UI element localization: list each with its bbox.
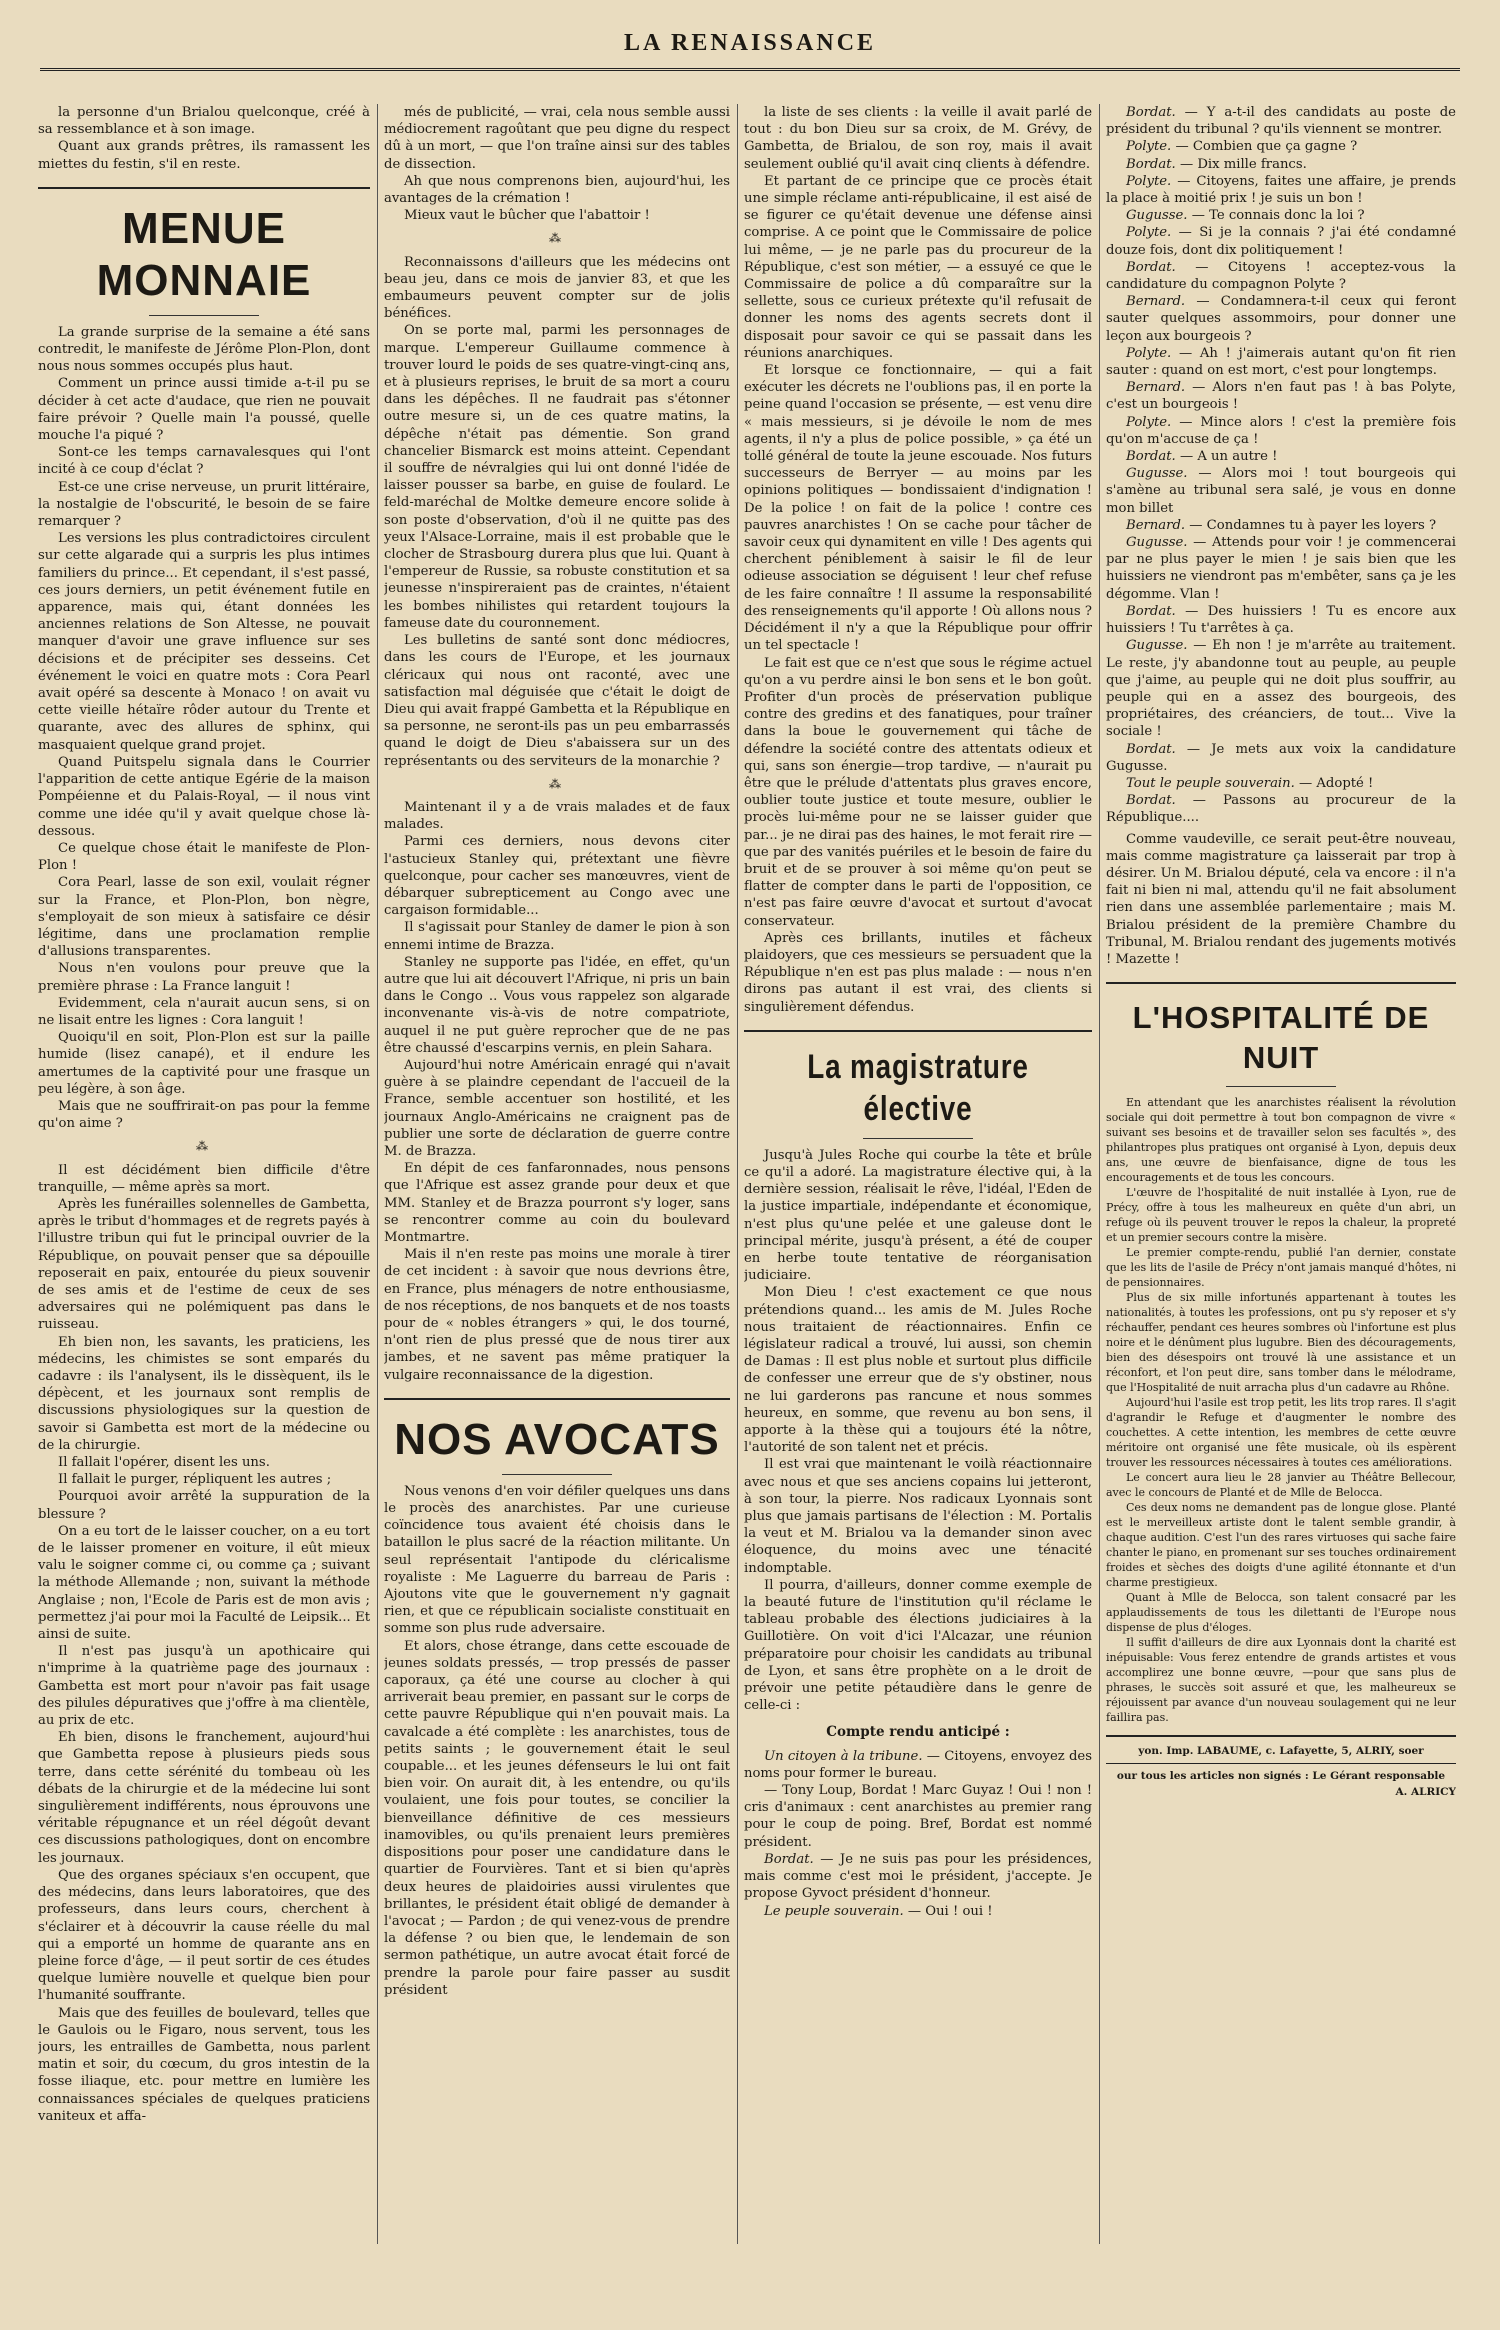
speaker: Gugusse. [1126,208,1192,224]
paragraph: On se porte mal, parmi les personnages de marque. L'empereur Guillaume commence à trouver lourd le poids de ses quatre-vingt-cinq ans, et à plusieurs reprises, le bruit de sa mort a couru dans les dépêches. Il ne faudrait pas s'étonner outre mesure si, un de ces quatre matins, la dépêche n'était pas démentie. Son grand chancelier Bismarck est moins atteint. Cependant il souffre de névralgies qui lui ont donné l'idée de laisser pousser sa barbe, en guise de foulard. Le feld-maréchal de Moltke demeure encore solide à son poste d'observation, d'où il ne quitte pas des yeux l'Alsace-Lorraine, mais il est probable que le clocher de Strasbourg durera plus que lui. Quant à l'empereur de Russie, sa robuste constitution et sa jeunesse n'inspireraient pas de craintes, n'étaient les bombes nihilistes qui retardent toujours la fameuse date du couronnement. [384,323,730,631]
column-divider [377,104,378,2244]
gerant-name: A. ALRICY [1395,1786,1456,1799]
speaker: Bordat. [1126,156,1180,172]
dialogue-line [1106,603,1456,637]
paragraph: Comment un prince aussi timide a-t-il pu se décider à cet acte d'audace, que rien ne pouvait faire prévoir ? Quelle main l'a poussé, quelle mouche l'a piqué ? [38,376,370,444]
subheading: Compte rendu anticipé : [826,1724,1010,1741]
speaker: Bordat. [1126,259,1196,275]
line-text: — Attends pour voir ! je commencerai par ne plus payer le mien ! je sais bien que les huissiers ne viendront pas m'embêter, sans ça je les dégomme. Vlan ! [1106,535,1456,602]
line-text: — Eh non ! je m'arrête au traitement. Le reste, j'y abandonne tout au peuple, au peuple que j'aime, au peuple qui ne doit plus souffrir, au peuple qui en a assez des bourgeois, des propriétaires, des créanciers, de tout... Vive la sociale ! [1106,638,1456,740]
section-rule [1106,1735,1456,1737]
column-2 [384,104,730,2244]
article-body [38,1162,370,2125]
speaker: Bernard. [1126,517,1190,533]
paragraph: Mieux vaut le bûcher que l'abattoir ! [404,208,650,224]
dialogue-line [1106,379,1456,413]
headline-magistrature-elective: La magistrature élective [807,1047,1029,1128]
dialogue-line [1106,104,1456,138]
paragraph: Eh bien non, les savants, les praticiens, les médecins, les chimistes se sont emparés du cadavre : ils l'analysent, ils le dissèquent, ils le dépècent, et les journaux sont remplis de discussions physiologiques sur la question de savoir si Gambetta est mort de la médecine ou de la chirurgie. [38,1334,370,1453]
paragraph: Il fallait le purger, répliquent les autres ; [58,1472,332,1488]
paragraph: Les bulletins de santé sont donc médiocres, dans les cours de l'Europe, et les journaux cléricaux qui nous ont raconté, avec une satisfaction mal déguisée que c'était le doigt de Dieu qui avait frappé Gambetta et la République en sa personne, ne seront-ils pas un peu embarrassés quand le doigt de Dieu s'abaissera sur un des représentants ou des serviteurs de la monarchie ? [384,633,730,769]
paragraph: Ah que nous comprenons bien, aujourd'hui, les avantages de la crémation ! [384,173,730,207]
line-text: — Si je la connais ? j'ai été condamné douze fois, dont dix politiquement ! [1106,225,1456,258]
paragraph: Il suffit d'ailleurs de dire aux Lyonnais dont la charité est inépuisable: Vous ferez entendre de grands artistes et vous accomplirez une bonne œuvre, —pour que sans plus de phrases, le succès soit assuré et que, les malheureux se réjouissent par avance d'un nouveau soulagement qui ne leur faillira pas. [1106,1636,1456,1725]
dialogue-line [744,1782,1092,1851]
closing-paragraph: Comme vaudeville, ce serait peut-être nouveau, mais comme magistrature ça laisserait par trop à désirer. Un M. Brialou député, cela va encore : il n'a fait ni bien ni mal, attendu qu'il ne fait absolument rien dans une assemblée parlementaire ; mais M. Brialou président de la première Chambre du Tribunal, M. Brialou rendant des jugements motivés ! Mazette ! [1106,831,1456,967]
line-text: — Ah ! j'aimerais autant qu'on fit rien sauter : quand on est mort, c'est pour longtemps. [1106,345,1456,379]
speaker: Le peuple souverain. [764,1903,908,1919]
article-body [384,104,730,224]
line-text: — Citoyens ! acceptez-vous la candidature du compagnon Polyte ? [1106,259,1456,293]
dialogue-line [744,1851,1092,1903]
paragraph: Et partant de ce principe que ce procès était une simple réclame anti-républicaine, il est aisé de se figurer ce qu'était devenue une défense ainsi comprise. A ce point que le Commissaire de police lui même, — je ne parle pas du procureur de la République, c'est son métier, — a essuyé ce que le Commissaire de police a dû comparaître sur la sellette, sous ce curieux prétexte qu'il refusait de donner les noms des agents secrets dont il disposait pour savoir ce qui se passait dans les réunions anarchiques. [744,173,1092,361]
line-text: — Oui ! oui ! [907,1903,993,1919]
paragraph: la personne d'un Brialou quelconque, créé à sa ressemblance et à son image. [38,105,370,138]
headline-rule [149,315,259,316]
dialogue-line [1106,259,1456,293]
dialogue-line [1106,637,1456,740]
speaker: Bernard. [1126,294,1197,310]
line-text: — Combien que ça gagne ? [1175,139,1358,155]
masthead [40,30,1460,70]
paragraph: Eh bien, disons le franchement, aujourd'hui que Gambetta repose à plusieurs pieds sous terre, dans cette sérénité du tombeau où les débats de la chirurgie et de la médecine lui sont singulièrement indifférents, nous éprouvons une véritable répugnance et un réel dégoût devant ces discussions pathologiques, dont on encombre les journaux. [38,1730,370,1866]
paragraph: Nous venons d'en voir défiler quelques uns dans le procès des anarchistes. Par une curieuse coïncidence tous avaient été choisis dans le bataillon le plus sacré de la réaction militante. Un seul représentait l'antipode du cléricalisme royaliste : Me Laguerre du barreau de Paris : Ajoutons vite que le gouvernement n'y gagnait rien, et que ce républicain socialiste constituait en somme son plus rude adversaire. [384,1483,730,1637]
dialogue-line [1106,792,1456,826]
dialogue-line [1106,465,1456,517]
paragraph: Aujourd'hui l'asile est trop petit, les lits trop rares. Il s'agit d'agrandir le Refuge et d'augmenter le nombre des couchettes. A cette intention, les membres de cette œuvre méritoire ont organisé une fête musicale, où ils espèrent trouver les ressources nécessaires à toutes ces améliorations. [1106,1396,1456,1470]
dialogue [744,1748,1092,1920]
article-body [384,1483,730,1999]
dialogue-line [1106,156,1456,173]
line-text: — Alors n'en faut pas ! à bas Polyte, c'est un bourgeois ! [1106,380,1456,413]
headline-rule [502,1474,612,1475]
paragraph: En attendant que les anarchistes réalisent la révolution sociale qui doit permettre à tout bon compagnon de vivre « suivant ses besoins et de travailler selon ses facultés », des philantropes plus pratiques ont organisé à Lyon, depuis deux ans, une œuvre de bienfaisance, digne de tous les encouragements et de tous les concours. [1106,1096,1456,1185]
dialogue-line [1106,345,1456,379]
dialogue-line [1106,534,1456,603]
paragraph: Plus de six mille infortunés appartenant à toutes les nationalités, à toutes les professions, ont pu s'y reposer et s'y réchauffer, pendant ces heures sombres où l'infortune est plus noire et le dénûment plus lugubre. Bien des découragements, bien des désespoirs ont trouvé là une assistance et un réconfort, et l'on peut dire, sans tomber dans le mélodrame, que l'Hospitalité de nuit arracha plus d'un cadavre au Rhône. [1106,1291,1456,1395]
article-body [384,799,730,1384]
column-1 [38,104,370,2244]
headline-hospitalite-de-nuit: L'HOSPITALITÉ DE NUIT [1132,1000,1430,1076]
paragraph: Le concert aura lieu le 28 janvier au Théâtre Bellecour, avec le concours de Planté et de Mlle de Belocca. [1106,1471,1456,1500]
speaker: Bordat. [1126,741,1187,757]
dialogue-line [1106,173,1456,207]
paragraph: més de publicité, — vrai, cela nous semble aussi médiocrement ragoûtant que peu digne du respect dû à un mort, — que l'on traîne ainsi sur des tables de dissection. [384,105,730,172]
section-rule [38,187,370,189]
line-text: — Adopté ! [1299,775,1374,791]
line-text: — Citoyens, envoyez des noms pour former le bureau. [744,1748,1092,1781]
paragraph: Quand Puitspelu signala dans le Courrier l'apparition de cette antique Egérie de la maison Pompéienne et du Palais-Royal, — il nous vint comme une idée qu'il y avait quelque chose là-dessous. [38,754,370,839]
paragraph: Il pourra, d'ailleurs, donner comme exemple de la beauté future de l'institution qu'il réclame le tableau probable des élections judiciaires à la Guillotière. On voit d'ici l'Alcazar, une réunion préparatoire pour choisir les candidats au tribunal de Lyon, et sans être prophète on a le droit de prévoir une petite pétaudière dans le genre de celle-ci : [744,1577,1092,1714]
paragraph: Maintenant il y a de vrais malades et de faux malades. [384,799,730,833]
dialogue-line [1106,414,1456,448]
article-body [384,254,730,770]
paragraph: Il s'agissait pour Stanley de damer le pion à son ennemi intime de Brazza. [384,920,730,953]
paragraph: Le fait est que ce n'est que sous le régime actuel qu'on a vu perdre ainsi le bon sens et le bon goût. Profiter d'un procès de préservation publique contre des gredins et des fanatiques, pour traîner dans la boue le gouvernement qui tâche de défendre la société contre des attentats odieux et qui, sans son énergie—trop tardive, — n'aurait pu être que le prélude d'attentats plus graves encore, oublier toute justice et toute mesure, oublier le procès lui-même pour ne se laisser guider que par... je ne dirai pas des haines, le mot ferait rire — que par des vanités puériles et le besoin de faire du bruit et de se prouver à soi même qu'on peut se flatter de compter dans le parti de l'opposition, ce n'est pas faire œuvre d'avocat et surtout d'avocat conservateur. [744,655,1092,929]
dialogue-line [1106,138,1456,155]
paragraph: Ce quelque chose était le manifeste de Plon-Plon ! [38,840,370,874]
column-3 [744,104,1092,2244]
paragraph: Le premier compte-rendu, publié l'an dernier, constate que les lits de l'asile de Précy n'ont jamais manqué d'hôtes, ni de pensionnaires. [1106,1246,1456,1290]
speaker: Polyte. [1126,139,1176,155]
line-text: — Tony Loup, Bordat ! Marc Guyaz ! Oui ! non ! cris d'animaux : cent anarchistes au premier rang pour le coup de poing. Bref, Bordat est nommé président. [744,1783,1092,1850]
paragraph: Cora Pearl, lasse de son exil, voulait régner sur la France, et Plon-Plon, bon nègre, s'employait de son mieux à satisfaire ce désir légitime, dans une proclamation remplie d'allusions transparentes. [38,875,370,960]
paragraph: Stanley ne supporte pas l'idée, en effet, qu'un autre que lui ait découvert l'Afrique, ni pris un bain dans le Congo .. Vous vous rappelez son algarade inconvenante vis-à-vis de notre compatriote, auquel il ne put guère reprocher que de ne pas être chaussé d'escarpins vernis, en plein Sahara. [384,954,730,1056]
dialogue-line [744,1748,1092,1782]
paragraph: Et alors, chose étrange, dans cette escouade de jeunes soldats pressés, — trop pressés de passer caporaux, ça été une course au clocher à qui arriverait beau premier, en passant sur le corps de cette pauvre République qui n'en pouvait mais. La cavalcade a été complète : les anarchistes, tous de petits saints ; le gouvernement était le seul coupable... et les jeunes défenseurs le lui ont fait bien voir. On aurait dit, à les entendre, ou qu'ils voulaient, une fois pour toutes, se concilier la bienveillance définitive de ces messieurs inamovibles, ou qu'ils prenaient leurs premières dispositions pour poser une candidature dans le quartier de Fourvières. Tant et si bien qu'après deux heures de plaidoiries aussi virulentes que brillantes, le président était obligé de demander à l'avocat ; — Pardon ; de qui venez-vous de prendre la défense ? ou bien que, le lendemain de son sermon pathétique, un autre avocat était forcé de prendre la parole pour faire passer au susdit président [384,1638,730,1998]
dialogue-line [1106,448,1456,465]
speaker: Bordat. [1126,449,1180,465]
printer-imprint: yon. Imp. LABAUME, c. Lafayette, 5, ALRIY, soer [1138,1745,1424,1758]
paragraph: Parmi ces derniers, nous devons citer l'astucieux Stanley qui, prétextant une fièvre quelconque, pour cacher ses manœuvres, vient de débarquer subrepticement au Congo avec une cargaison formidable... [384,834,730,919]
asterism: ⁂ [196,1139,212,1154]
paragraph: Aujourd'hui notre Américain enragé qui n'avait guère à se plaindre cependant de l'accueil de la France, semble accentuer son hostilité, et les journaux Anglo-Américains ne craignent pas de publier une sorte de déclaration de guerre contre M. de Brazza. [384,1057,730,1159]
paragraph: Il est vrai que maintenant le voilà réactionnaire avec nous et que ses anciens copains lui jetteront, à son tour, la pierre. Nos radicaux Lyonnais sont plus que jamais partisans de l'élection : M. Portalis la veut et M. Brialou va la demander sinon avec éloquence, du moins avec une ténacité indomptable. [744,1457,1092,1576]
line-text: — Je mets aux voix la candidature Gugusse. [1106,741,1456,774]
section-rule [384,1398,730,1400]
article-body [744,1147,1092,1715]
asterism: ⁂ [549,231,565,246]
paragraph: Quoiqu'il en soit, Plon-Plon est sur la paille humide (lisez canapé), et il endure les amertumes de la captivité pour une frasque un peu légère, à son âge. [38,1030,370,1097]
line-text: — Dix mille francs. [1179,156,1307,172]
paragraph: Pourquoi avoir arrêté la suppuration de la blessure ? [38,1489,370,1522]
section-rule [1106,1763,1456,1764]
paragraph: Après les funérailles solennelles de Gambetta, après le tribut d'hommages et de regrets payés à l'illustre tribun qui fut le principal ouvrier de la République, on pouvait penser que sa dépouille reposerait en paix, entourée du pieux souvenir de ses amis et de l'estime de ceux de ses adversaires qui ne polémiquent pas dans le ruisseau. [38,1196,370,1333]
paragraph: Mon Dieu ! c'est exactement ce que nous prétendions quand... les amis de M. Jules Roche nous traitaient de réactionnaires. Enfin ce législateur radical a trouvé, lui aussi, son chemin de Damas : Il est plus noble et surtout plus difficile de confesser une erreur que de s'y obstiner, nous ne lui garderons pas rancune et nous sommes heureux, en somme, que revenu au bon sens, il apporte à la thèse qui a toujours été la nôtre, l'autorité de son talent net et précis. [744,1285,1092,1456]
line-text: — Y a-t-il des candidats au poste de président du tribunal ? qu'ils viennent se montrer. [1106,105,1456,138]
line-text: — Alors moi ! tout bourgeois qui s'amène au tribunal sera salé, je vous en donne mon billet [1106,466,1456,516]
paragraph: En dépit de ces fanfaronnades, nous pensons que l'Afrique est assez grande pour deux et que MM. Stanley et de Brazza pourront s'y loger, sans se rencontrer comme au coin du boulevard Montmartre. [384,1161,730,1245]
headline-rule [863,1138,973,1139]
paragraph: Ces deux noms ne demandent pas de longue glose. Planté est le merveilleux artiste dont le talent semble grandir, à chaque audition. C'est l'un des rares virtuoses qui sache faire chanter le piano, en promenant sur ses touches ordinairement froides et sèches des doigts d'une agilité étonnante et d'un charme prestigieux. [1106,1501,1456,1590]
article-body [744,104,1092,1016]
paragraph: Il est décidément bien difficile d'être tranquille, — même après sa mort. [38,1162,370,1195]
paragraph: la liste de ses clients : la veille il avait parlé de tout : du bon Dieu sur sa croix, de M. Grévy, de Gambetta, de Brialou, de son roy, mais il avait seulement oublié qu'il avait cinq clients à défendre. [744,105,1092,172]
dialogue-line [1106,741,1456,775]
headline-menue-monnaie: MENUE MONNAIE [96,203,312,305]
line-text: — Passons au procureur de la République.... [1106,793,1456,826]
speaker: Bordat. [1126,105,1185,120]
headline-rule [1226,1086,1336,1087]
line-text: — Je ne suis pas pour les présidences, mais comme c'est moi le président, j'accepte. Je propose Gyvoct président d'honneur. [744,1851,1092,1902]
column-divider [737,104,738,2244]
newspaper-title: LA RENAISSANCE [623,30,877,56]
paragraph: Les versions les plus contradictoires circulent sur cette algarade qui a surpris les plus intimes familiers du prince... Et cependant, il s'est passé, ces jours derniers, un petit événement futile en apparence, mais qui, étant données les anciennes relations de Son Altesse, ne pouvait manquer d'avoir une grave influence sur ses décisions et de précipiter ses desseins. Cet événement le voici en quatre mots : Cora Pearl avait opéré sa descente à Monaco ! on avait vu cette vieille hétaïre rôder autour du Trente et quarante, avec des allures de sphinx, qui masquaient quelque grand projet. [38,531,370,753]
section-rule [744,1030,1092,1032]
speaker: Polyte. [1126,225,1179,241]
paragraph: Evidemment, cela n'aurait aucun sens, si on ne lisait entre les lignes : Cora languit ! [38,995,370,1028]
paragraph: Quant aux grands prêtres, ils ramassent les miettes du festin, s'il en reste. [38,139,370,172]
dialogue-line [1106,517,1456,534]
dialogue-line [744,1903,1092,1920]
speaker: Un citoyen à la tribune. [764,1748,927,1764]
line-text: — Citoyens, faites une affaire, je prends la place à moitié prix ! je suis un bon ! [1106,173,1456,207]
speaker: Polyte. [1126,414,1180,430]
speaker: Bordat. [1126,603,1186,619]
paragraph: Et lorsque ce fonctionnaire, — qui a fait exécuter les décrets ne l'oublions pas, il en porte la peine quand l'occasion se présente, — est venu dire « mais messieurs, si je dévoile le nom de mes agents, il n'y a plus de police possible, » ça été un tollé général de toute la jeune escouade. Nos futurs successeurs de Berryer — au moins par les opinions politiques — bondissaient d'indignation ! De la police ! on fait de la police ! contre ces pauvres anarchistes ! On se cache pour tâcher de savoir ceux qui dynamitent en ville ! Des agents qui cherchent péniblement à saisir le fil de leur odieuse association se déguisent ! leur chef refuse de les faire connaître ! Il assume la responsabilité des renseignements qu'il apporte ! Où allons nous ? Décidément il n'y a que la République pour offrir un tel spectacle ! [744,363,1092,654]
line-text: — Condamnera-t-il ceux qui feront sauter quelques assommoirs, pour donner une leçon aux bourgeois ? [1106,294,1456,344]
masthead-rule [40,68,1460,71]
speaker: Bernard. [1126,380,1193,396]
paragraph: Que des organes spéciaux s'en occupent, que des médecins, dans leurs laboratoires, que des professeurs, dans leurs cours, cherchent à s'éclairer et à découvrir la cause réelle du mal qui a emporté un homme de quarante ans en pleine force d'âge, — il peut sortir de ces études quelque lumière nouvelle et quelque bien pour l'humanité souffrante. [38,1867,370,2004]
speaker: Gugusse. [1126,638,1194,654]
column-divider [1099,104,1100,2244]
paragraph: Mais que ne souffrirait-on pas pour la femme qu'on aime ? [38,1098,370,1132]
paragraph: Mais que des feuilles de boulevard, telles que le Gaulois ou le Figaro, nous servent, tous les jours, les entrailles de Gambetta, nous parlent matin et soir, du cœcum, du gros intestin de la fosse iliaque, etc. pour mettre en lumière les connaissances spéciales de quelques praticiens vaniteux et affa- [38,2005,370,2124]
paragraph: Mais il n'en reste pas moins une morale à tirer de cet incident : à savoir que nous devrions être, en France, plus ménagers de notre enthousiasme, de nos réceptions, de nos banquets et de nos toasts pour de « nobles étrangers » qui, le dos tourné, n'ont rien de plus pressé que de nous tirer aux jambes, et ne savent pas même pratiquer la vulgaire reconnaissance de la digestion. [384,1247,730,1383]
paragraph: Est-ce une crise nerveuse, un prurit littéraire, la nostalgie de l'obscurité, le besoin de se faire remarquer ? [38,479,370,530]
headline-nos-avocats: NOS AVOCATS [394,1414,720,1464]
paragraph: On a eu tort de le laisser coucher, on a eu tort de le laisser promener en voiture, il eût mieux valu le soigner comme ci, ou comme ça ; suivant la méthode Allemande ; non, suivant la méthode Anglaise ; non, l'Ecole de Paris est de mon avis ; permettez j'ai pour moi la Faculté de Leipsik... Et ainsi de suite. [38,1523,370,1643]
column-4 [1106,104,1456,2244]
paragraph: Sont-ce les temps carnavalesques qui l'ont incité à ce coup d'éclat ? [38,445,370,478]
line-text: — Condamnes tu à payer les loyers ? [1189,517,1437,533]
speaker: Bordat. [1126,793,1193,809]
paragraph: La grande surprise de la semaine a été sans contredit, le manifeste de Jérôme Plon-Plon, dont nous nous sommes occupés plus haut. [38,324,370,375]
line-text: — A un autre ! [1179,449,1278,465]
speaker: Bordat. [764,1851,821,1867]
speaker: Gugusse. [1126,535,1194,551]
paragraph: Quant à Mlle de Belocca, son talent consacré par les applaudissements de tous les dilettanti de l'Europe nous dispense de plus d'éloges. [1106,1591,1456,1635]
paragraph: Il n'est pas jusqu'à un apothicaire qui n'imprime à la quatrième page des journaux : Gambetta est mort pour n'avoir pas fait usage des pilules dépuratives que j'offre à ma clientèle, au prix de etc. [38,1644,370,1729]
speaker: Tout le peuple souverain. [1126,775,1300,791]
paragraph: L'œuvre de l'hospitalité de nuit installée à Lyon, rue de Précy, offre à tous les malheureux en quête d'un abri, un refuge où ils peuvent trouver le repos la chaleur, la propreté et un premier secours contre la misère. [1106,1186,1456,1245]
paragraph: Après ces brillants, inutiles et fâcheux plaidoyers, que ces messieurs se persuadent que la République n'en est pas plus malade : — nous n'en dirons pas autant il est vrai, des clients si singulièrement défendus. [744,930,1092,1015]
paragraph: Nous n'en voulons pour preuve que la première phrase : La France languit ! [38,961,370,994]
speaker: Polyte. [1126,173,1178,189]
speaker: Gugusse. [1126,466,1199,482]
article-body [1106,1095,1456,1725]
line-text: — Mince alors ! c'est la première fois qu'on m'accuse de ça ! [1106,414,1456,447]
intro-text [38,104,370,173]
paragraph: Jusqu'à Jules Roche qui courbe la tête et brûle ce qu'il a adoré. La magistrature élective qui, à la dernière session, réalisait le rêve, l'idéal, l'Eden de la justice impartiale, indépendante et économique, n'est plus qu'une pelée et une galeuse dont le principal mérite, jusqu'à présent, a été de couper en herbe toute tentative de réorganisation judiciaire. [744,1147,1092,1284]
asterism: ⁂ [549,776,565,791]
dialogue [1106,104,1456,827]
dialogue-line [1106,207,1456,224]
line-text: — Des huissiers ! Tu es encore aux huissiers ! Tu t'arrêtes à ça. [1106,603,1456,637]
section-rule [1106,982,1456,984]
speaker: Polyte. [1126,345,1179,361]
disclaimer: our tous les articles non signés : Le Gérant responsable [1116,1770,1446,1783]
paragraph: Reconnaissons d'ailleurs que les médecins ont beau jeu, dans ce mois de janvier 83, et que les embaumeurs peuvent compter sur de jolis bénéfices. [384,254,730,322]
article-body [38,324,370,1133]
dialogue-line [1106,293,1456,345]
dialogue-line [1106,224,1456,258]
dialogue-line [1106,775,1456,792]
paragraph: Il fallait l'opérer, disent les uns. [58,1455,270,1471]
line-text: — Te connais donc la loi ? [1191,208,1365,224]
